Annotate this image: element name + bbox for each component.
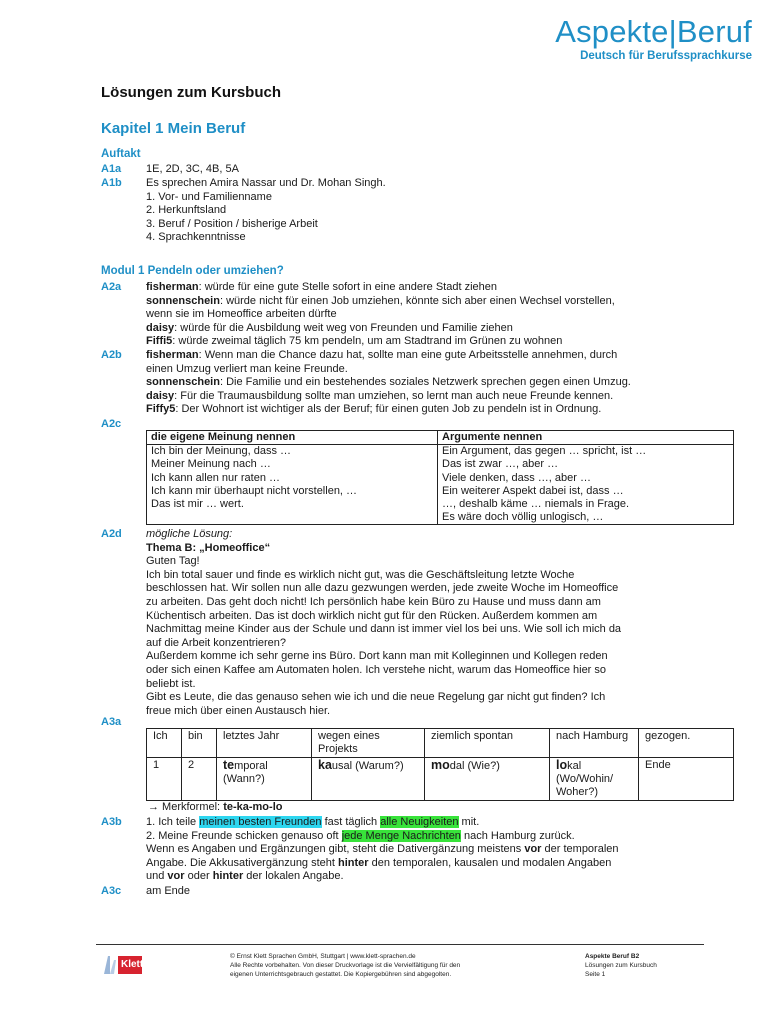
table-header: Argumente nennen	[438, 431, 734, 445]
table-cell: modal (Wie?)	[425, 758, 550, 801]
table-cell: temporal (Wann?)	[217, 758, 312, 801]
table-cell: kausal (Warum?)	[312, 758, 425, 801]
klett-logo: Klett	[100, 950, 146, 980]
table-cell: nach Hamburg	[550, 729, 639, 758]
answer-a1a: 1E, 2D, 3C, 4B, 5A	[146, 163, 239, 175]
table-cell: ziemlich spontan	[425, 729, 550, 758]
exercise-code-a2a: A2a	[101, 281, 122, 293]
brand-logo	[555, 16, 752, 62]
exercise-code-a2b: A2b	[101, 349, 122, 361]
footer-page-info: Aspekte Beruf B2 Lösungen zum Kursbuch Seite 1	[585, 953, 657, 978]
footer-copyright: © Ernst Klett Sprachen GmbH, Stuttgart | www.klett-sprachen.de Alle Rechte vorbehalten. Von dieser Druckvorlage ist die Vervielfältigung für den eigenen Unterrichtsgebrauch gestattet. Die Kopiergebühren sind abgegolten.	[230, 953, 461, 978]
table-header: die eigene Meinung nennen	[147, 431, 438, 445]
section-heading-modul1: Modul 1 Pendeln oder umziehen?	[101, 265, 284, 277]
answer-a3c: am Ende	[146, 885, 191, 897]
table-cell: 1	[147, 758, 182, 801]
answer-a3b: 1. Ich teile meinen besten Freunden fast täglich alle Neuigkeiten mit. 2. Meine Freunde schicken genauso oft jede Menge Nachrichten nach Hamburg zurück. Wenn es Angaben und Ergänzungen gibt, steht die Dativergänzung meistens vor der temporalen Angabe. Die Akkusativergänzung steht hinter den temporalen, kausalen und modalen Angaben und vor oder hinter der lokalen Angabe.	[146, 816, 619, 883]
answer-a1b: Es sprechen Amira Nassar und Dr. Mohan Singh. 1. Vor- und Familienname 2. Herkunftsland 3. Beruf / Position / bisherige Arbeit 4. Sprachkenntnisse	[146, 177, 386, 244]
exercise-code-a3a: A3a	[101, 716, 122, 728]
table-cell: gezogen.	[639, 729, 734, 758]
table-cell: wegen eines Projekts	[312, 729, 425, 758]
a2c-table	[146, 430, 734, 525]
table-cell: bin	[182, 729, 217, 758]
exercise-code-a3b: A3b	[101, 816, 122, 828]
answer-a2d: mögliche Lösung: Thema B: „Homeoffice“ Guten Tag! Ich bin total sauer und finde es wirklich nicht gut, was die Geschäftsleitung letzte Woche beschlossen hat. Wir sollen nun alle dazu gezwungen werden, jede zweite Woche im Homeoffice zu arbeiten. Das geht doch nicht! Ich persönlich habe kein Büro zu Hause und muss dann am Küchentisch arbeiten. Das ist doch wirklich nicht gut für den Rücken. Außerdem kommen am Nachmittag meine Kinder aus der Schule und dann ist immer viel los bei uns. Wie soll ich mich da auf die Arbeit konzentrieren? Außerdem komme ich sehr gerne ins Büro. Dort kann man mit Kolleginnen und Kollegen reden oder sich einen Kaffee am Automaten holen. Ich verstehe nicht, warum das Homeoffice hier so beliebt ist. Gibt es Leute, die das genauso sehen wie ich und die neue Regelung gar nicht gut finden? Ich freue mich über einen Austausch hier.	[146, 528, 622, 717]
table-cell: Ich bin der Meinung, dass … Meiner Meinung nach … Ich kann allen nur raten … Ich kann mir überhaupt nicht vorstellen, … Das ist mir … wert.	[147, 445, 438, 525]
brand-name: Aspekte|Beruf	[555, 14, 752, 49]
table-cell: Ich	[147, 729, 182, 758]
table-cell: letztes Jahr	[217, 729, 312, 758]
table-cell: lokal (Wo/Wohin/ Woher?)	[550, 758, 639, 801]
answer-a2b: fisherman: Wenn man die Chance dazu hat, sollte man eine gute Arbeitsstelle annehmen, durch einen Umzug verliert man keine Freunde. sonnenschein: Die Familie und ein bestehendes soziales Netzwerk sprechen gegen einen Umzug. daisy: Für die Traumausbildung sollte man umziehen, so lernt man auch neue Freunde kennen. Fiffy5: Der Wohnort ist wichtiger als der Beruf; für einen guten Job zu pendeln ist in Ordnung.	[146, 349, 631, 416]
section-heading-auftakt: Auftakt	[101, 148, 141, 160]
table-cell: Ein Argument, das gegen … spricht, ist … Das ist zwar …, aber … Viele denken, dass …, aber … Ein weiterer Aspekt dabei ist, dass … …, deshalb käme … niemals in Frage. Es wäre doch völlig unlogisch, …	[438, 445, 734, 525]
table-cell: 2	[182, 758, 217, 801]
exercise-code-a2c: A2c	[101, 418, 122, 430]
exercise-code-a1b: A1b	[101, 177, 122, 189]
merkformel: → Merkformel: te-ka-mo-lo	[148, 801, 283, 813]
chapter-title: Kapitel 1 Mein Beruf	[101, 120, 246, 137]
footer-divider	[96, 944, 704, 945]
exercise-code-a1a: A1a	[101, 163, 122, 175]
brand-subtitle: Deutsch für Berufssprachkurse	[580, 50, 752, 62]
answer-a2a: fisherman: würde für eine gute Stelle sofort in eine andere Stadt ziehen sonnenschein: würde nicht für einen Job umziehen, könnte sich aber einen Wechsel vorstellen, wenn sie im Homeoffice arbeiten dürfte daisy: würde für die Ausbildung weit weg von Freunden und Familie ziehen Fiffi5: würde zweimal täglich 75 km pendeln, um am Stadtrand im Grünen zu wohnen	[146, 281, 615, 348]
a3a-table	[146, 728, 734, 801]
exercise-code-a2d: A2d	[101, 528, 122, 540]
exercise-code-a3c: A3c	[101, 885, 122, 897]
table-cell: Ende	[639, 758, 734, 801]
document-title: Lösungen zum Kursbuch	[101, 84, 281, 101]
